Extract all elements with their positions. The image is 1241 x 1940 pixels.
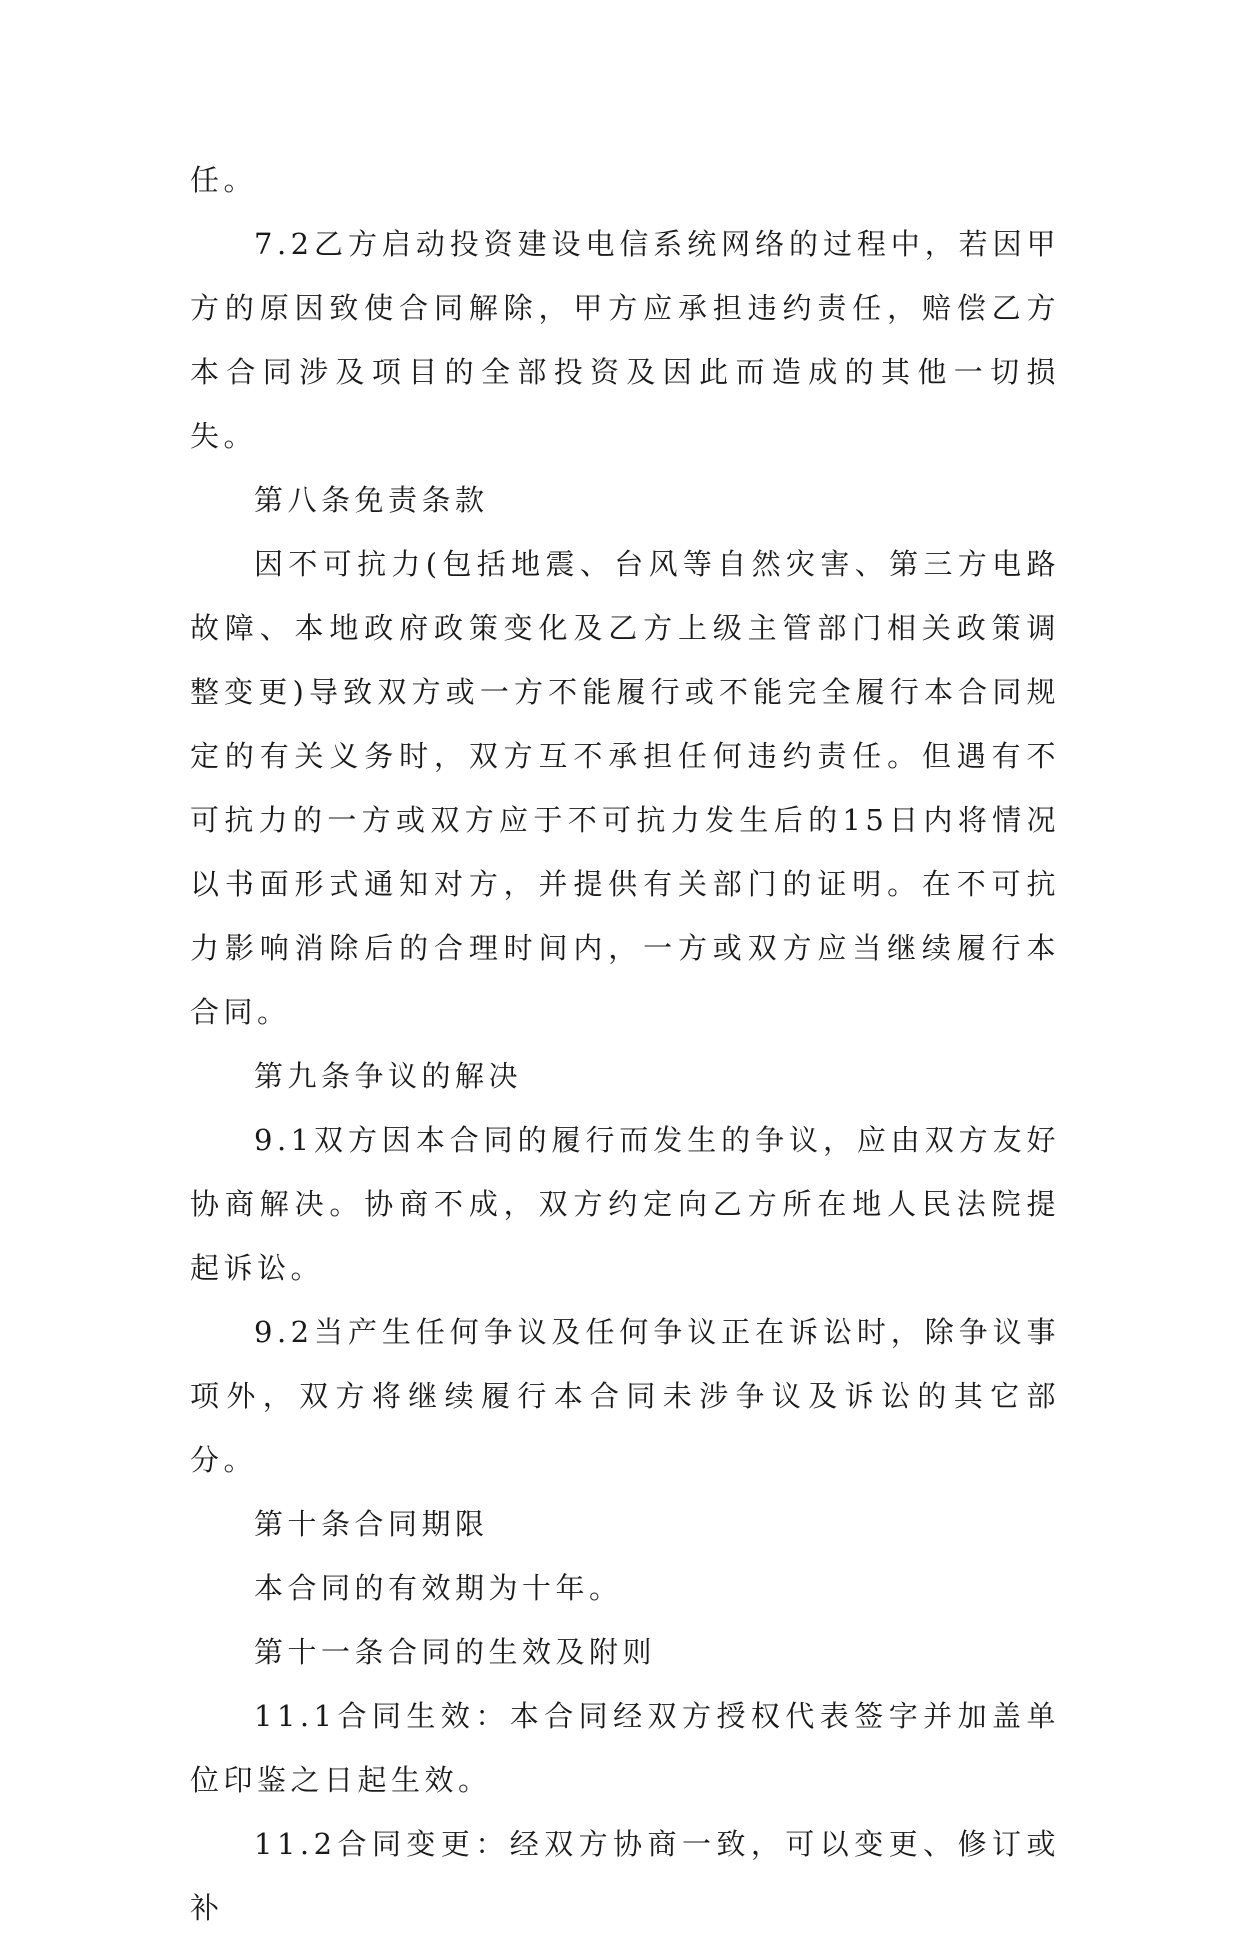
clause-9-1: 9.1双方因本合同的履行而发生的争议，应由双方友好协商解决。协商不成，双方约定向乙方所在地人民法院提起诉讼。 bbox=[190, 1123, 1060, 1285]
article-8-body: 因不可抗力(包括地震、台风等自然灾害、第三方电路故障、本地政府政策变化及乙方上级主管部门相关政策调整变更)导致双方或一方不能履行或不能完全履行本合同规定的有关义务时，双方互不承担任何违约责任。但遇有不可抗力的一方或双方应于不可抗力发生后的15日内将情况以书面形式通知对方，并提供有关部门的证明。在不可抗力影响消除后的合理时间内，一方或双方应当继续履行本合同。 bbox=[190, 547, 1060, 1029]
document-page bbox=[190, 148, 1060, 1940]
article-8-heading: 第八条免责条款 bbox=[254, 483, 489, 517]
article-11-heading: 第十一条合同的生效及附则 bbox=[254, 1635, 657, 1669]
clause-9-2: 9.2当产生任何争议及任何争议正在诉讼时，除争议事项外，双方将继续履行本合同未涉争议及诉讼的其它部分。 bbox=[190, 1315, 1060, 1477]
article-10-heading: 第十条合同期限 bbox=[254, 1507, 489, 1541]
paragraph-continuation: 任。 bbox=[190, 163, 258, 197]
clause-11-2: 11.2合同变更：经双方协商一致，可以变更、修订或补 bbox=[190, 1827, 1060, 1925]
clause-11-1: 11.1合同生效：本合同经双方授权代表签字并加盖单位印鉴之日起生效。 bbox=[190, 1699, 1060, 1797]
article-9-heading: 第九条争议的解决 bbox=[254, 1059, 523, 1093]
article-10-body: 本合同的有效期为十年。 bbox=[254, 1571, 623, 1605]
clause-7-2: 7.2乙方启动投资建设电信系统网络的过程中，若因甲方的原因致使合同解除，甲方应承担违约责任，赔偿乙方本合同涉及项目的全部投资及因此而造成的其他一切损失。 bbox=[190, 227, 1060, 453]
